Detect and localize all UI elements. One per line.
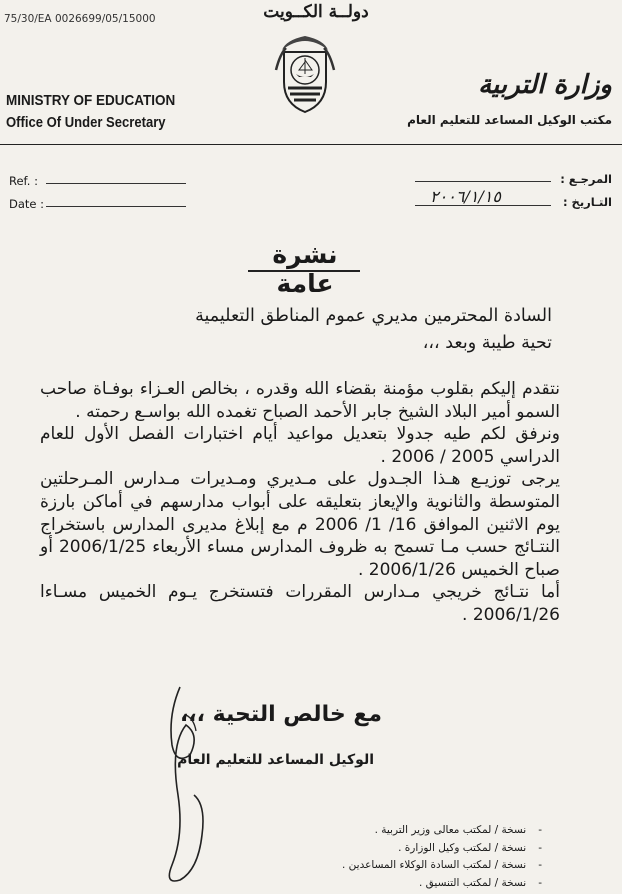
- date-label-ar: التـاريخ :: [562, 195, 612, 209]
- copy-item: -نسخة / لمكتب التنسيق .: [418, 876, 542, 889]
- reference-line-ar: [415, 181, 551, 182]
- addressee: السادة المحترمين مديري عموم المناطق التعليمية: [195, 306, 552, 326]
- signature-icon: [150, 685, 230, 890]
- state-name-ar: دولــة الكــويت: [263, 2, 369, 22]
- copy-item: -نسخة / لمكتب السادة الوكلاء المساعدين .: [342, 859, 542, 871]
- header-divider: [0, 144, 622, 145]
- ministry-name-en: MINISTRY OF EDUCATION: [6, 92, 176, 109]
- reference-label-ar: المرجـع :: [560, 172, 612, 186]
- kuwait-emblem-icon: [274, 30, 336, 114]
- signer-title: الوكيل المساعد للتعليم العام: [177, 752, 374, 768]
- copy-item-text: نسخة / لمكتب السادة الوكلاء المساعدين .: [342, 859, 527, 871]
- handwritten-date: ٢٠٠٦/١/١٥: [430, 187, 501, 206]
- copy-item-text: نسخة / لمكتب التنسيق .: [418, 876, 527, 889]
- body-paragraph: نتقدم إليكم بقلوب مؤمنة بقضاء الله وقدره ، بخالص العـزاء بوفـاة صاحب السمو أمير البلاد الشيخ جابر الأحمد الصباح تغمده الله بواسـع رحمته .: [40, 379, 560, 422]
- ref-line: [46, 183, 186, 184]
- copies-list: [342, 822, 542, 892]
- form-code: 75/30/EA 0026699/05/15000: [4, 13, 156, 25]
- date-label: Date :: [9, 197, 45, 211]
- document-body: [40, 378, 560, 627]
- office-name-en: Office Of Under Secretary: [6, 115, 166, 131]
- body-paragraph: ونرفق لكم طيه جدولا بتعديل مواعيد أيام اختبارات الفصل الأول للعام الدراسي 2005 / 2006 .: [40, 424, 560, 467]
- copy-item: -نسخة / لمكتب معالى وزير التربية .: [374, 824, 542, 836]
- closing: مع خالص التحية ،،،: [179, 702, 382, 727]
- copy-item-text: نسخة / لمكتب وكيل الوزارة .: [398, 841, 527, 854]
- copy-item-text: نسخة / لمكتب معالى وزير التربية .: [374, 824, 527, 836]
- title-underline: [248, 270, 360, 272]
- copy-item: -نسخة / لمكتب وكيل الوزارة .: [398, 841, 542, 854]
- office-name-ar: مكتب الوكيل المساعد للتعليم العام: [407, 113, 612, 127]
- date-line: [46, 206, 186, 207]
- greeting: تحية طيبة وبعد ،،،: [422, 333, 552, 353]
- body-paragraph: يرجى توزيـع هـذا الجـدول على مـديري ومـديرات مـدارس المـرحلتين المتوسطة والثانوية والإيعاز بتعليقه على أبواب مدارسهم في أماكن بارزة يوم الاثنين الموافق 16/ 1/ 2006 م مع إبلاغ مديرى المدارس باستخراج النتـائج حسب مـا تسمح به ظروف المدارس مساء الأربعاء 2006/1/25 أو صباح الخميس 2006/1/26 .: [40, 469, 560, 580]
- body-paragraph: أما نتـائج خريجي مـدارس المقررات فتستخرج يـوم الخميس مسـاءا 2006/1/26 .: [40, 582, 560, 625]
- document-title: نشرة عامة: [272, 240, 338, 298]
- ministry-name-ar: وزارة التربية: [478, 70, 612, 100]
- ref-label: Ref. :: [9, 174, 38, 188]
